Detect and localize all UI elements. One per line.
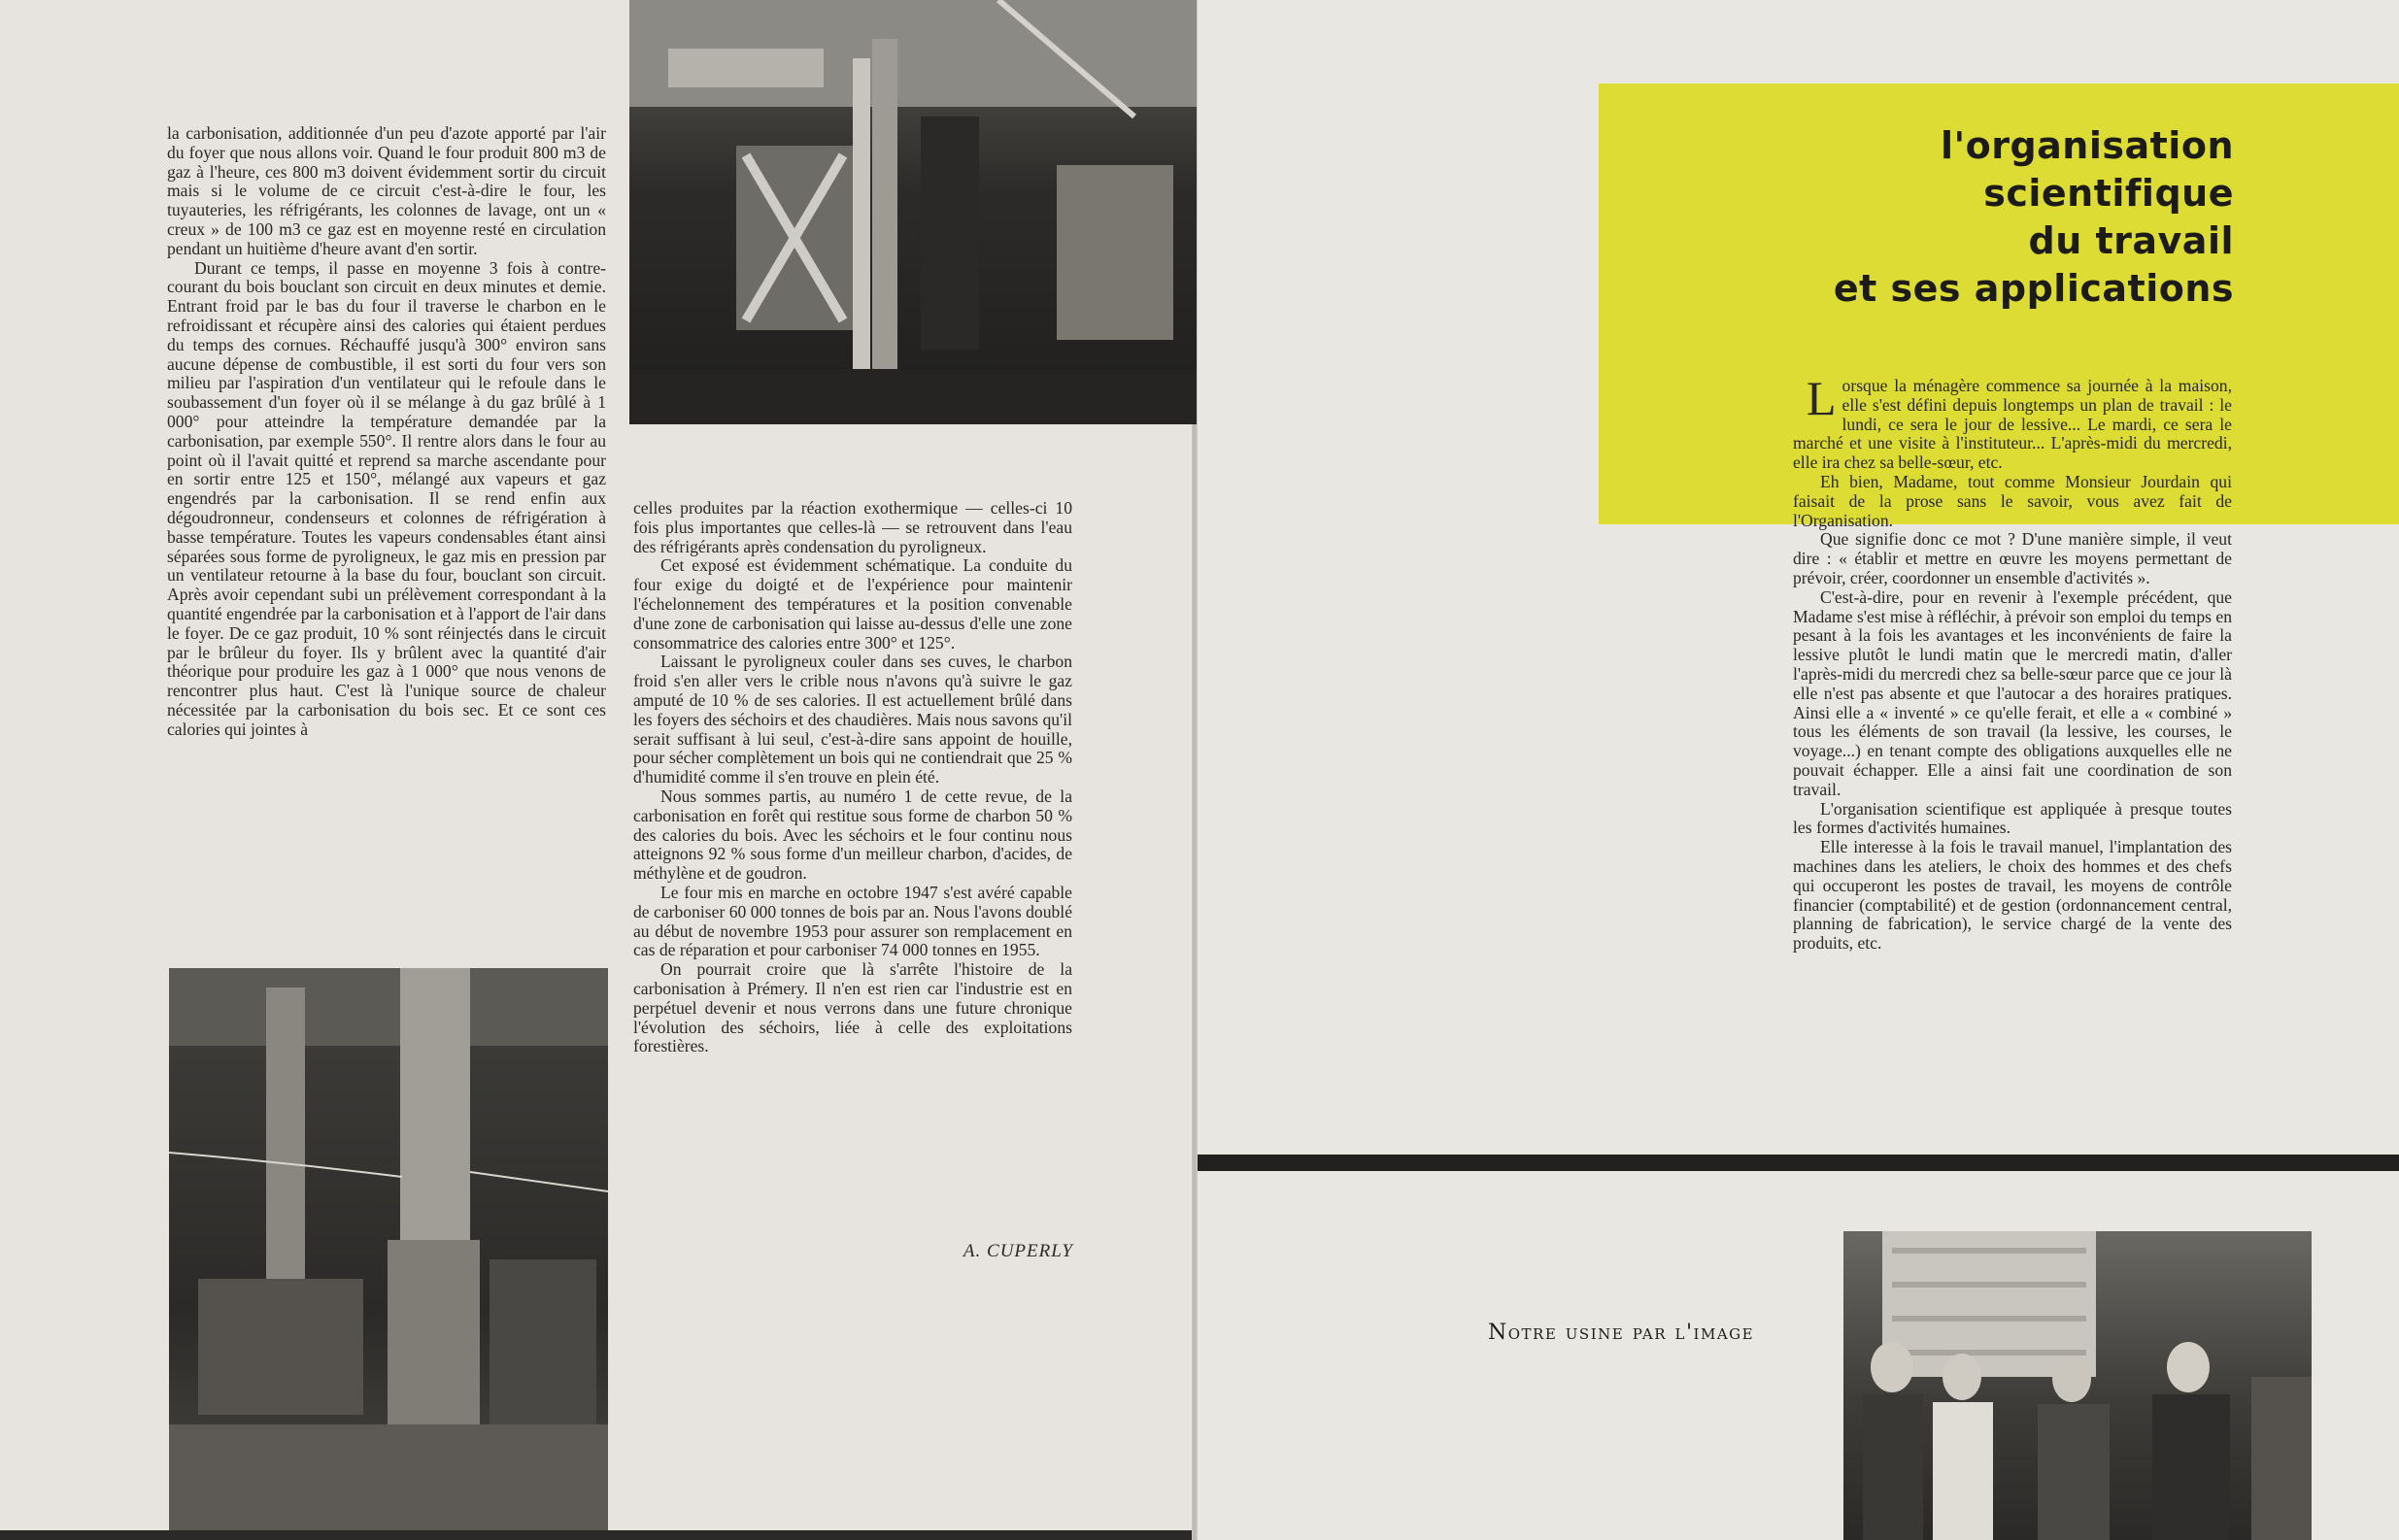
article-column-2 bbox=[633, 499, 1072, 1056]
paragraph: C'est-à-dire, pour en revenir à l'exemple précédent, que Madame s'est mise à réfléchir, à prévoir son emploi du temps en pesant à la fois les avantages et les inconvénients de faire la lessive plutôt le lundi matin que le mercredi matin, d'aller l'après-midi du mercredi chez sa belle-sœur parce que ce jour là elle n'est pas absente et que l'autocar a des horaires pratiques. Ainsi elle a « inventé » ce qu'elle ferait, et elle a « combiné » tous les éléments de son travail (la lessive, les courses, le voyage...) en tenant compte des obligations auxquelles elle ne pouvait échapper. Elle a ainsi fait une coordination de son travail. bbox=[1793, 586, 2232, 799]
drop-cap: L bbox=[1807, 371, 1837, 425]
article-title bbox=[1690, 122, 2234, 313]
paragraph: Eh bien, Madame, tout comme Monsieur Jourdain qui faisait de la prose sans le savoir, vous avez fait de l'Organisation. bbox=[1793, 471, 2232, 530]
intro-text: orsque la ménagère commence sa journée à la maison, elle s'est défini depuis longtemps un plan de travail : le lundi, ce sera le jour de lessive... Le mardi, ce sera le marché et une visite à l'instituteur... L'après-midi du mercredi, elle ira chez sa belle-sœur, etc. bbox=[1793, 376, 2232, 473]
author-signature: A. CUPERLY bbox=[963, 1241, 1073, 1261]
section-divider-band bbox=[1198, 1155, 2399, 1171]
paragraph: On pourrait croire que là s'arrête l'histoire de la carbonisation à Prémery. Il n'en est rien car l'industrie est en perpétuel devenir et nous verrons dans une future chronique l'évolution des séchoirs, liée à celle des exploitations forestières. bbox=[633, 959, 1072, 1056]
paragraph: la carbonisation, additionnée d'un peu d'azote apporté par l'air du foyer que nous allons voir. Quand le four produit 800 m3 de gaz à l'heure, ces 800 m3 doivent évidemment sortir du circuit mais si le volume de ce circuit c'est-à-dire le four, les tuyauteries, les réfrigérants, les colonnes de lavage, ont un « creux » de 100 m3 ce gaz est en moyenne resté en circulation pendant un huitième d'heure avant d'en sortir. bbox=[167, 123, 606, 258]
intro-paragraph bbox=[1793, 371, 2232, 473]
title-line: scientifique bbox=[1983, 172, 2234, 215]
workers-photo bbox=[1843, 1231, 2312, 1540]
furnace-photo bbox=[629, 0, 1197, 424]
paragraph: Elle interesse à la fois le travail manuel, l'implantation des machines dans les ateliers, le choix des hommes et des chefs qui occuperont les postes de travail, les moyens de contrôle financier (comptabilité) et de gestion (ordonnancement central, planning de fabrication), le service chargé de la vente des produits, etc. bbox=[1793, 837, 2232, 954]
title-line: l'organisation bbox=[1940, 124, 2234, 167]
paragraph: Cet exposé est évidemment schématique. La conduite du four exige du doigté et de l'expérience pour maintenir l'échelonnement des températures et la position convenable d'une zone de carbonisation qui laisse au-dessus d'elle une zone consommatrice des calories entre 300° et 125°. bbox=[633, 555, 1072, 653]
bottom-edge bbox=[0, 1530, 1192, 1540]
paragraph: Durant ce temps, il passe en moyenne 3 fois à contre-courant du bois bouclant son circuit en deux minutes et demie. Entrant froid par le bas du four il traverse le charbon en le refroidissant et récupère ainsi des calories qui étaient perdues du temps des cornues. Réchauffé jusqu'à 300° environ sans aucune dépense de combustible, il est sorti du four vers son milieu par l'aspiration d'un ventilateur qui le refoule dans le soubassement d'un foyer où il se mélange à du gaz brûlé à 1 000° pour atteindre la température demandée par la carbonisation, par exemple 550°. Il rentre alors dans le four au point où il l'avait quitté et reprend sa marche ascendante pour en sortir entre 125 et 150°, mélangé aux vapeurs et gaz engendrés par la carbonisation. Il se rend enfin aux dégoudronneur, condenseurs et colonnes de réfrigération à basse température. Toutes les vapeurs condensables étant ainsi séparées sous forme de pyroligneux, le gaz mis en pression par un ventilateur retourne à la base du four, bouclant son circuit. Après avoir cependant subi un prélèvement correspondant à la quantité engendrée par la carbonisation et à l'apport de l'air dans le foyer. De ce gaz produit, 10 % sont réinjectés dans le circuit par le brûleur du foyer. Ils y brûlent avec la quantité d'air théorique pour produire les gaz à 1 000° que nous venons de rencontrer plus haut. C'est là l'unique source de chaleur nécessitée par la carbonisation du bois sec. Et ce sont ces calories qui jointes à bbox=[167, 257, 606, 739]
paragraph: celles produites par la réaction exothermique — celles-ci 10 fois plus importantes que celles-là — se retrouvent dans l'eau des réfrigérants après condensation du pyroligneux. bbox=[633, 498, 1072, 556]
paragraph: Que signifie donc ce mot ? D'une manière simple, il veut dire : « établir et mettre en œuvre les moyens permettant de prévoir, créer, coordonner un ensemble d'activités ». bbox=[1793, 529, 2232, 587]
article-column-3 bbox=[1793, 371, 2232, 954]
paragraph: Le four mis en marche en octobre 1947 s'est avéré capable de carboniser 60 000 tonnes de bois par an. Nous l'avons doublé au début de novembre 1953 pour assurer son remplacement en cas de réparation et pour carboniser 74 000 tonnes en 1955. bbox=[633, 882, 1072, 960]
paragraph: L'organisation scientifique est appliquée à presque toutes les formes d'activités humaines. bbox=[1793, 798, 2232, 838]
title-line: du travail bbox=[2028, 219, 2234, 262]
section-label: Notre usine par l'image bbox=[1488, 1321, 1755, 1345]
paragraph: Nous sommes partis, au numéro 1 de cette revue, de la carbonisation en forêt qui restitue sous forme de charbon 50 % des calories du bois. Avec les séchoirs et le four continu nous atteignons 92 % sous forme d'un meilleur charbon, d'acides, de méthylène et de goudron. bbox=[633, 786, 1072, 884]
pillars-photo bbox=[169, 968, 608, 1540]
article-column-1 bbox=[167, 124, 606, 740]
paragraph: Laissant le pyroligneux couler dans ses cuves, le charbon froid s'en aller vers le crible nous n'avons qu'à suivre le gaz amputé de 10 % de ses calories. Il est actuellement brûlé dans les foyers des séchoirs et des chaudières. Mais nous savons qu'il serait suffisant à lui seul, c'est-à-dire sans appoint de houille, pour sécher complètement un bois qui ne contiendrait que 25 % d'humidité comme il s'en trouve en plein été. bbox=[633, 652, 1072, 787]
title-line: et ses applications bbox=[1833, 267, 2234, 310]
